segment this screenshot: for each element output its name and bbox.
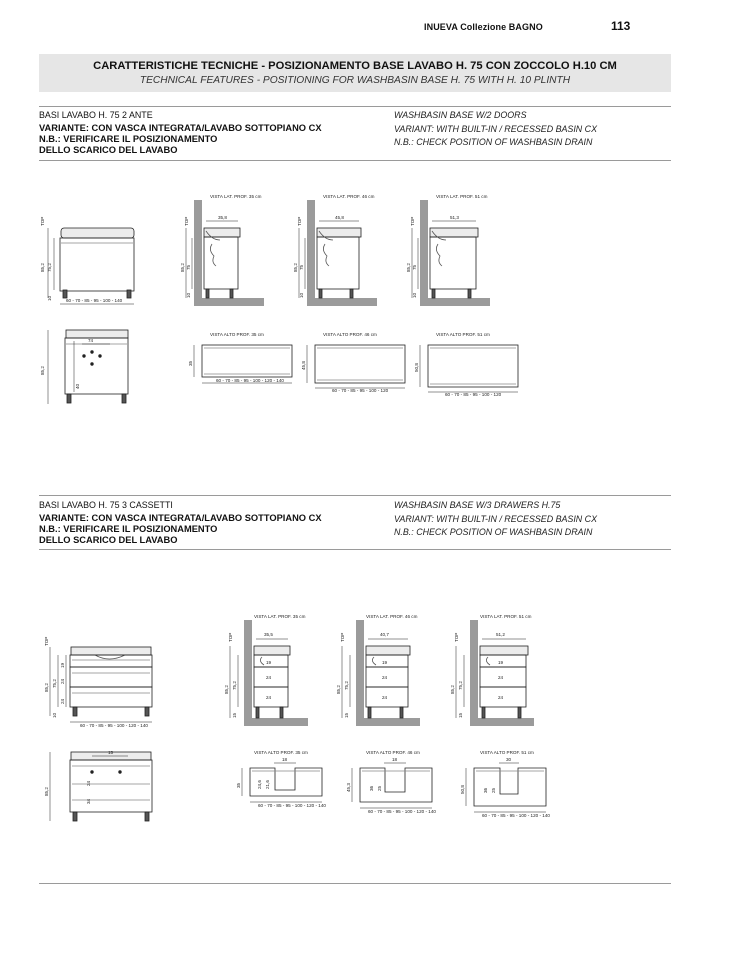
s1-side-46-d3: 10 xyxy=(299,292,304,298)
s2-side-46-d3: 15 xyxy=(344,712,349,718)
s2-top-46-inner: 18 xyxy=(392,757,398,762)
s2-side-51-r2: 24 xyxy=(498,675,504,680)
s2-side-35-d3: 15 xyxy=(232,712,237,718)
page-subtitle: TECHNICAL FEATURES - POSITIONING FOR WASHBASIN BASE H. 75 WITH H. 10 PLINTH xyxy=(139,75,571,86)
s2-front-dim-plinth: 10 xyxy=(52,712,57,718)
s2-front-dim-d3: 24 xyxy=(60,698,65,704)
s2-side-35-r2: 24 xyxy=(266,675,272,680)
section2-it-title: BASI LAVABO H. 75 3 CASSETTI xyxy=(39,500,173,510)
s2-front-dim-total: 85,2 xyxy=(44,683,49,692)
catalog-brand: INUEVA Collezione BAGNO xyxy=(424,22,543,32)
s1-front-widths: 60 - 70 - 85 - 95 - 100 - 140 xyxy=(66,298,123,303)
s2-side-35-r3: 24 xyxy=(266,695,272,700)
s2-front-dim-d2: 24 xyxy=(60,678,65,684)
s1-front-dim-total: 85,2 xyxy=(40,263,45,272)
s1-side-35-label: VISTA LAT. PROF. 35 cm xyxy=(210,194,262,199)
s2-top-51-r2: 25 xyxy=(491,787,496,793)
s2-side-46-basin: 40,7 xyxy=(380,632,389,637)
section1-en-variant: VARIANT: WITH BUILT-IN / RECESSED BASIN CX xyxy=(394,123,598,134)
s2-side-46-d2: 75,2 xyxy=(344,681,349,690)
footer-divider xyxy=(39,883,671,884)
s1-side-51-top: TOP xyxy=(410,216,415,226)
s1-top-51-widths: 60 - 70 - 85 - 95 - 100 - 120 xyxy=(445,392,502,397)
s1-back-dim-b: 40 xyxy=(75,383,80,389)
s2-side-46-label: VISTA LAT. PROF. 46 cm xyxy=(366,614,418,619)
section1-it-note-2: DELLO SCARICO DEL LAVABO xyxy=(39,144,178,155)
s1-top-51-label: VISTA ALTO PROF. 51 cm xyxy=(436,332,490,337)
s2-top-51-widths: 60 - 70 - 85 - 95 - 100 - 120 - 140 xyxy=(482,813,550,818)
s1-side-35-basin: 35,8 xyxy=(218,215,227,220)
section1-en-title: WASHBASIN BASE W/2 DOORS xyxy=(394,110,527,120)
s2-side-35-d2: 75,2 xyxy=(232,681,237,690)
s2-back-dim-d2: 34 xyxy=(86,798,91,804)
front-elevation-3-drawers xyxy=(50,647,152,722)
s1-side-46-basin: 45,8 xyxy=(335,215,344,220)
s2-side-51-basin: 51,2 xyxy=(496,632,505,637)
s1-side-35-d3: 10 xyxy=(186,292,191,298)
s2-side-35-d1: 85,2 xyxy=(224,685,229,694)
s2-front-dim-body: 75,2 xyxy=(52,679,57,688)
s2-top-35-widths: 60 - 70 - 85 - 95 - 100 - 120 - 140 xyxy=(258,803,326,808)
s2-back-dim-a: 15 xyxy=(108,750,114,755)
s1-top-35-label: VISTA ALTO PROF. 35 cm xyxy=(210,332,264,337)
s1-front-dim-plinth: 10 xyxy=(47,295,52,301)
s1-side-46-top: TOP xyxy=(297,216,302,226)
s1-back-dim-a: 74 xyxy=(88,338,94,343)
s1-top-46-label: VISTA ALTO PROF. 46 cm xyxy=(323,332,377,337)
s2-top-51-r1: 36 xyxy=(483,787,488,793)
s2-top-46-r1: 36 xyxy=(369,785,374,791)
section2-it-note-1: N.B.: VERIFICARE IL POSIZIONAMENTO xyxy=(39,523,218,534)
s1-side-46-d1: 85,2 xyxy=(293,263,298,272)
s2-top-46-label: VISTA ALTO PROF. 46 cm xyxy=(366,750,420,755)
s2-top-46-depth: 45,3 xyxy=(346,783,351,792)
s2-front-dim-d1: 19 xyxy=(60,662,65,668)
s2-back-dim-total: 85,2 xyxy=(44,787,49,796)
s2-side-46-r3: 24 xyxy=(382,695,388,700)
section2-it-variant: VARIANTE: CON VASCA INTEGRATA/LAVABO SOTTOPIANO CX xyxy=(39,512,322,523)
s2-top-46-r2: 25 xyxy=(377,785,382,791)
section1-it-note-1: N.B.: VERIFICARE IL POSIZIONAMENTO xyxy=(39,133,218,144)
s1-side-51-d2: 75 xyxy=(412,264,417,270)
s2-side-51-label: VISTA LAT. PROF. 51 cm xyxy=(480,614,532,619)
s1-top-51-depth: 50,8 xyxy=(414,363,419,372)
s2-top-35-depth: 35 xyxy=(236,782,241,788)
s1-side-46-d2: 75 xyxy=(299,264,304,270)
s2-side-46-d1: 85,2 xyxy=(336,685,341,694)
s2-side-46-top: TOP xyxy=(340,632,345,642)
section1-en-note: N.B.: CHECK POSITION OF WASHBASIN DRAIN xyxy=(394,137,593,147)
s2-front-widths: 60 - 70 - 85 - 95 - 100 - 120 - 140 xyxy=(80,723,148,728)
top-view-3d-46 xyxy=(352,763,432,808)
s2-side-51-d3: 15 xyxy=(458,712,463,718)
section2-it-note-2: DELLO SCARICO DEL LAVABO xyxy=(39,534,178,545)
s2-side-51-r1: 19 xyxy=(498,660,504,665)
s1-side-46-label: VISTA LAT. PROF. 46 cm xyxy=(323,194,375,199)
s2-side-51-d2: 75,2 xyxy=(458,681,463,690)
s2-side-46-r2: 24 xyxy=(382,675,388,680)
section2-en-variant: VARIANT: WITH BUILT-IN / RECESSED BASIN CX xyxy=(394,513,598,524)
s1-side-51-label: VISTA LAT. PROF. 51 cm xyxy=(436,194,488,199)
back-elevation-3-drawers xyxy=(50,752,152,821)
s2-top-35-r1: 24,6 xyxy=(257,780,262,789)
section1-it-variant: VARIANTE: CON VASCA INTEGRATA/LAVABO SOTTOPIANO CX xyxy=(39,122,322,133)
page-number: 113 xyxy=(611,19,631,33)
s2-side-35-label: VISTA LAT. PROF. 35 cm xyxy=(254,614,306,619)
s2-side-51-d1: 85,2 xyxy=(450,685,455,694)
side-view-3d-51 xyxy=(456,620,534,726)
s2-side-35-r1: 19 xyxy=(266,660,272,665)
s2-top-35-r2: 21,6 xyxy=(265,780,270,789)
section1-it-title: BASI LAVABO H. 75 2 ANTE xyxy=(39,110,153,120)
s2-side-51-top: TOP xyxy=(454,632,459,642)
s1-side-51-d1: 85,2 xyxy=(406,263,411,272)
section2-en-note: N.B.: CHECK POSITION OF WASHBASIN DRAIN xyxy=(394,527,593,537)
s2-front-top: TOP xyxy=(44,636,49,646)
top-view-3d-35 xyxy=(242,763,322,802)
s1-side-35-top: TOP xyxy=(184,216,189,226)
s1-front-dim-body: 75,2 xyxy=(47,263,52,272)
s1-front-top: TOP xyxy=(40,216,45,226)
s1-top-35-depth: 35 xyxy=(188,360,193,366)
page-title: CARATTERISTICHE TECNICHE - POSIZIONAMENTO BASE LAVABO H. 75 CON ZOCCOLO H.10 CM xyxy=(93,60,617,72)
top-view-3d-51 xyxy=(466,763,546,812)
s2-top-51-label: VISTA ALTO PROF. 51 cm xyxy=(480,750,534,755)
s2-top-35-inner: 18 xyxy=(282,757,288,762)
s1-side-51-basin: 51,3 xyxy=(450,215,459,220)
s1-top-35-widths: 60 - 70 - 85 - 95 - 100 - 120 - 140 xyxy=(216,378,284,383)
section2-en-title: WASHBASIN BASE W/3 DRAWERS H.75 xyxy=(394,500,561,510)
s1-side-35-d1: 85,2 xyxy=(180,263,185,272)
s2-side-35-basin: 35,5 xyxy=(264,632,273,637)
s2-back-dim-d1: 24 xyxy=(86,780,91,786)
s1-side-51-d3: 10 xyxy=(412,292,417,298)
s2-side-46-r1: 19 xyxy=(382,660,388,665)
s2-top-51-inner: 30 xyxy=(506,757,512,762)
s2-top-35-label: VISTA ALTO PROF. 35 cm xyxy=(254,750,308,755)
s1-top-46-widths: 60 - 70 - 85 - 95 - 100 - 120 xyxy=(332,388,389,393)
s1-side-35-d2: 75 xyxy=(186,264,191,270)
s1-top-46-depth: 45,8 xyxy=(301,361,306,370)
s1-back-dim-total: 85,2 xyxy=(40,366,45,375)
s2-side-51-r3: 24 xyxy=(498,695,504,700)
s2-top-46-widths: 60 - 70 - 85 - 95 - 100 - 120 - 140 xyxy=(368,809,436,814)
s2-side-35-top: TOP xyxy=(228,632,233,642)
s2-top-51-depth: 50,8 xyxy=(460,785,465,794)
